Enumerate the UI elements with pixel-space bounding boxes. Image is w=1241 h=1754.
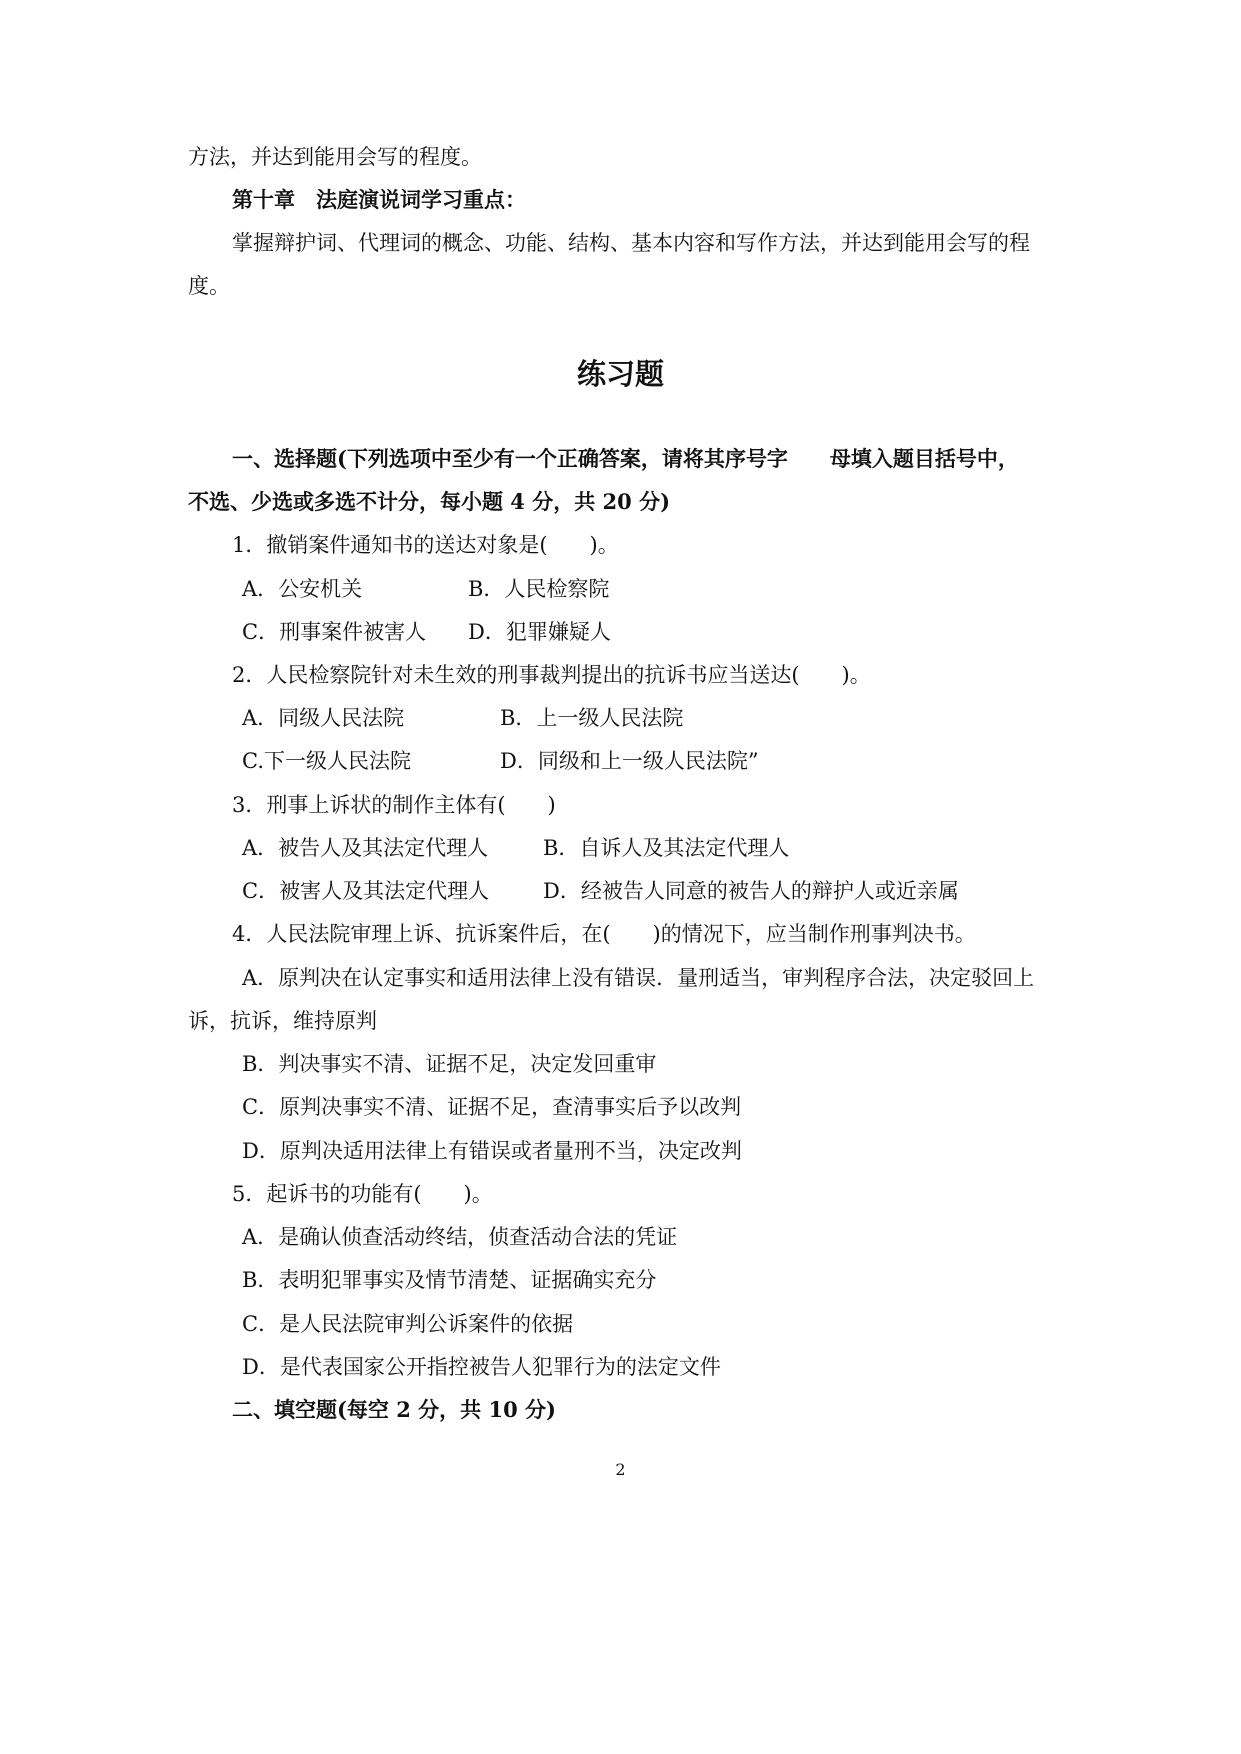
q4-option-c: C．原判决事实不清、证据不足，查清事实后予以改判 — [242, 1095, 742, 1119]
q5-stem: 5．起诉书的功能有( )。 — [232, 1182, 493, 1206]
chapter10-heading: 第十章 法庭演说词学习重点： — [232, 187, 526, 212]
q1-option-c: C．刑事案件被害人 — [242, 620, 427, 644]
intro-line: 方法，并达到能用会写的程度。 — [188, 145, 482, 169]
q5-option-d: D．是代表国家公开指控被告人犯罪行为的法定文件 — [242, 1355, 721, 1379]
q2-stem: 2．人民检察院针对未生效的刑事裁判提出的抗诉书应当送达( )。 — [232, 663, 871, 687]
q1-option-a: A．公安机关 — [242, 577, 363, 601]
q4-option-b: B．判决事实不清、证据不足，决定发回重审 — [242, 1052, 657, 1076]
q5-option-b: B．表明犯罪事实及情节清楚、证据确实充分 — [242, 1268, 657, 1292]
chapter10-body-line1: 掌握辩护词、代理词的概念、功能、结构、基本内容和写作方法，并达到能用会写的程 — [232, 231, 1030, 255]
section1-heading-line1: 一、选择题(下列选项中至少有一个正确答案，请将其序号字 母填入题目括号中， — [232, 446, 1019, 471]
q3-option-a: A．被告人及其法定代理人 — [242, 836, 489, 860]
q3-option-d: D．经被告人同意的被告人的辩护人或近亲属 — [543, 879, 959, 903]
q3-option-c: C．被害人及其法定代理人 — [242, 879, 490, 903]
q4-option-d: D．原判决适用法律上有错误或者量刑不当，决定改判 — [242, 1139, 742, 1163]
q2-option-a: A．同级人民法院 — [242, 706, 405, 730]
q1-option-d: D．犯罪嫌疑人 — [468, 620, 611, 644]
q5-option-c: C．是人民法院审判公诉案件的依据 — [242, 1312, 574, 1336]
chapter10-body-line2: 度。 — [188, 274, 230, 298]
q4-option-a-line1: A．原判决在认定事实和适用法律上没有错误．量刑适当，审判程序合法，决定驳回上 — [242, 966, 1035, 990]
q4-option-a-line2: 诉，抗诉，维持原判 — [188, 1009, 377, 1033]
q3-option-b: B．自诉人及其法定代理人 — [543, 836, 790, 860]
q2-option-d: D．同级和上一级人民法院” — [500, 749, 759, 773]
section1-heading-line2: 不选、少选或多选不计分，每小题 4 分，共 20 分) — [188, 489, 671, 514]
page-number: 2 — [615, 1460, 626, 1479]
section2-heading: 二、填空题(每空 2 分，共 10 分) — [232, 1397, 556, 1422]
q1-option-b: B．人民检察院 — [468, 577, 610, 601]
q4-stem: 4．人民法院审理上诉、抗诉案件后，在( )的情况下，应当制作刑事判决书。 — [232, 922, 976, 946]
q2-option-c: C.下一级人民法院 — [242, 749, 411, 773]
q3-stem: 3．刑事上诉状的制作主体有( ) — [232, 793, 556, 817]
q2-option-b: B．上一级人民法院 — [500, 706, 684, 730]
q1-stem: 1．撤销案件通知书的送达对象是( )。 — [232, 533, 619, 557]
q5-option-a: A．是确认侦查活动终结，侦查活动合法的凭证 — [242, 1225, 678, 1249]
exercise-title: 练习题 — [576, 357, 664, 391]
